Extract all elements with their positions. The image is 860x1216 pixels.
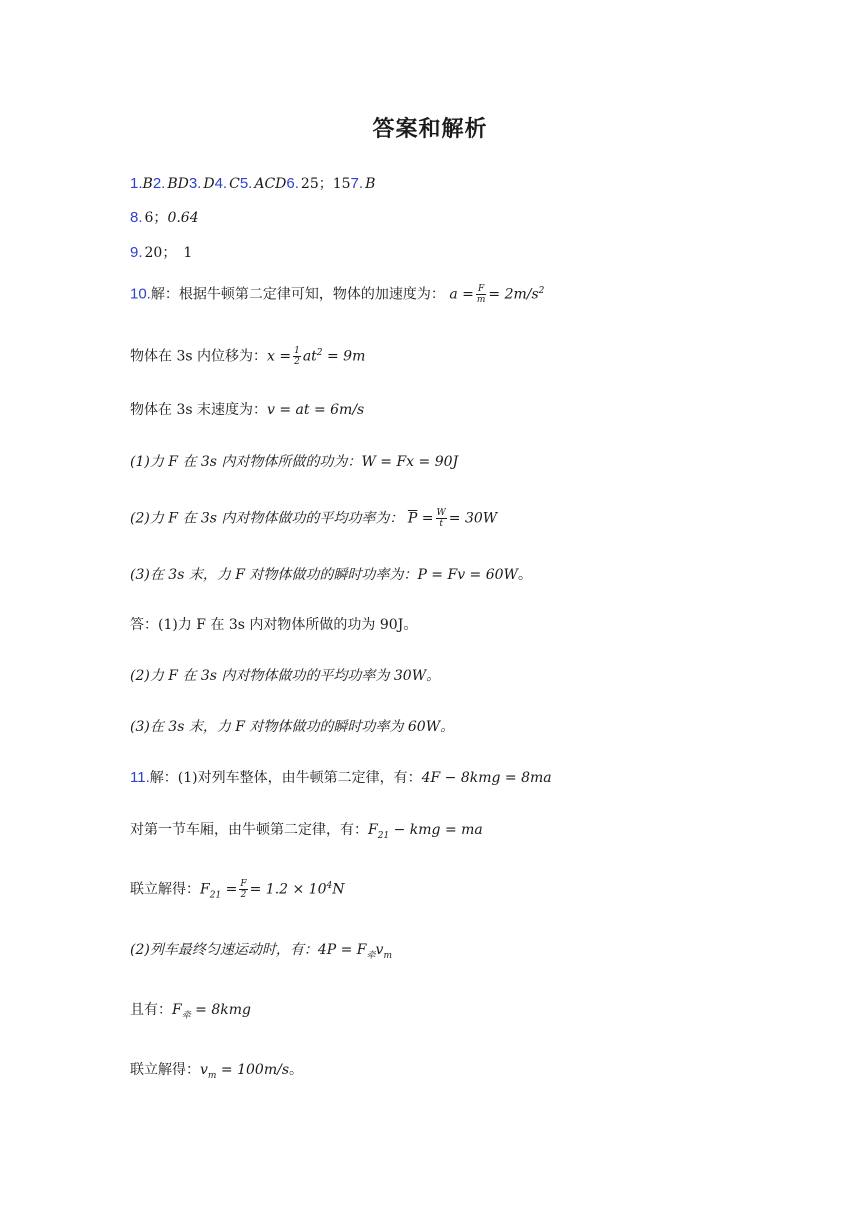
page-title: 答案和解析 — [372, 117, 488, 142]
q10-l4-text: (1)力 F 在 3s 内对物体所做的功为： — [130, 454, 362, 470]
q10-l5-eqsign: = — [421, 510, 434, 527]
q11-l1-text: 解：(1)对列车整体，由牛顿第二定律，有： — [149, 770, 422, 786]
q11-l3-sup: 4 — [326, 881, 333, 891]
q11-l2-sub: 21 — [377, 830, 390, 841]
q10-answer-3: (3)在 3s 末，力 F 对物体做功的瞬时功率为 60W。 — [130, 719, 455, 735]
q11-l6-text: 联立解得： — [130, 1062, 200, 1078]
q-num-3: 3. — [188, 175, 202, 192]
q-num-9: 9. — [130, 244, 143, 261]
q-num-2: 2. — [152, 175, 166, 192]
q-num-4: 4. — [214, 175, 228, 192]
q11-l3-rhs: = 1.2 × 10 — [249, 881, 327, 898]
q11-line-5 — [130, 1000, 251, 1026]
frac-denominator: m — [476, 295, 486, 306]
q10-l1-lhs: a = — [449, 286, 474, 303]
q10-l2-frac — [293, 346, 301, 367]
q11-l4-sub: 牵 — [366, 950, 376, 961]
frac-numerator: F — [240, 879, 247, 890]
q11-l5-a: F — [172, 1002, 182, 1018]
q11-l4-sub2: m — [383, 950, 392, 961]
q-num-8: 8. — [130, 209, 143, 226]
q10-line-5 — [130, 508, 497, 529]
answer-4: C — [229, 176, 240, 192]
q11-l3-sub: 21 — [209, 890, 222, 901]
q10-l2-text: 物体在 3s 内位移为： — [130, 348, 267, 365]
q10-answer-2: (2)力 F 在 3s 内对物体做功的平均功率为 30W。 — [130, 668, 441, 684]
q11-l4-text: (2)列车最终匀速运动时，有： — [130, 942, 318, 958]
q10-line-3 — [130, 400, 364, 420]
answer-8b: 0.64 — [167, 210, 199, 226]
q11-l4-b: v — [375, 942, 384, 958]
q-num-11: 11. — [130, 769, 150, 786]
q11-line-6 — [130, 1060, 303, 1086]
answers-1-7 — [130, 174, 375, 194]
q-num-1: 1. — [130, 175, 143, 192]
answer-7: B — [365, 176, 376, 192]
q10-line-2 — [130, 343, 365, 367]
q11-l6-b: = 100m/s — [216, 1062, 289, 1078]
answer-8a: 6； — [144, 210, 168, 226]
q10-l1-text: 解：根据牛顿第二定律可知，物体的加速度为： — [150, 286, 445, 303]
frac-denominator: t — [439, 519, 443, 529]
q10-line-6 — [130, 565, 532, 585]
q11-l1-eq: 4F − 8kmg = 8ma — [421, 770, 552, 786]
q10-l5-rhs: = 30W — [448, 510, 498, 527]
q11-line-1 — [130, 768, 552, 788]
q11-l6-a: v — [200, 1062, 208, 1078]
answer-5: ACD — [254, 176, 287, 192]
q10-l1-rhs: = 2m/s — [488, 286, 539, 303]
answer-6: 25；15 — [300, 176, 351, 192]
q10-l5-lhs: $\overline{P}$ — [407, 510, 418, 527]
q10-l6-eq: P = Fv = 60W — [417, 567, 518, 583]
q11-l5-b: = 8kmg — [190, 1002, 251, 1018]
q-num-5: 5. — [239, 175, 253, 192]
q11-l2-text: 对第一节车厢，由牛顿第二定律，有： — [130, 822, 368, 838]
q10-l3-eq: v = at = 6m/s — [267, 402, 365, 418]
answer-9-line — [130, 243, 192, 263]
q10-l3-text: 物体在 3s 末速度为： — [130, 402, 267, 418]
q10-line-4 — [130, 452, 458, 472]
q11-l3-unit: N — [332, 881, 345, 898]
answer-2: BD — [167, 176, 189, 192]
frac-denominator: 2 — [240, 890, 247, 901]
answer-9: 20； 1 — [144, 245, 193, 261]
q11-l3-text: 联立解得： — [130, 881, 200, 898]
q10-l4-eq: W = Fx = 90J — [361, 454, 459, 470]
frac-denominator: 2 — [294, 357, 300, 368]
q10-l1-frac — [476, 284, 487, 305]
q10-l2-sup: 2 — [316, 348, 323, 358]
q11-l3-frac — [239, 879, 247, 900]
frac-numerator: 1 — [294, 346, 300, 357]
q11-line-2 — [130, 820, 483, 846]
q10-l5-frac — [436, 508, 447, 529]
q-num-7: 7. — [350, 175, 364, 192]
answer-3: D — [203, 176, 215, 192]
q11-l2-eq-b: − kmg = ma — [389, 822, 483, 838]
q11-l4-a: 4P = F — [317, 942, 367, 958]
q-num-10: 10. — [130, 285, 151, 303]
q11-l5-sub: 牵 — [181, 1010, 191, 1021]
frac-numerator: F — [476, 284, 487, 295]
q11-l6-end: 。 — [289, 1062, 303, 1078]
q11-line-3 — [130, 876, 344, 905]
q11-l3-eq: = — [221, 881, 238, 898]
q11-l2-eq-a: F — [368, 822, 378, 838]
q10-line-1 — [130, 281, 544, 305]
q11-l6-sub: m — [207, 1070, 217, 1081]
q10-answer-1: 答：(1)力 F 在 3s 内对物体所做的功为 90J。 — [130, 617, 418, 633]
q-num-6: 6. — [286, 175, 299, 192]
q10-l6-end: 。 — [517, 567, 532, 583]
q10-l2-rhs: at — [302, 348, 317, 365]
q10-l2-lhs: x = — [267, 348, 292, 365]
q10-l2-rhs2: = 9m — [326, 348, 366, 365]
q11-l5-text: 且有： — [130, 1002, 172, 1018]
q10-l6-text: (3)在 3s 末，力 F 对物体做功的瞬时功率为： — [130, 567, 418, 583]
answer-8-line — [130, 208, 199, 228]
q11-l3-a: F — [200, 881, 210, 898]
q10-l5-text: (2)力 F 在 3s 内对物体做功的平均功率为： — [130, 510, 404, 527]
answer-1: B — [142, 176, 153, 192]
q11-line-4 — [130, 940, 392, 966]
frac-numerator: W — [436, 508, 446, 518]
q10-l1-sup: 2 — [538, 286, 545, 296]
